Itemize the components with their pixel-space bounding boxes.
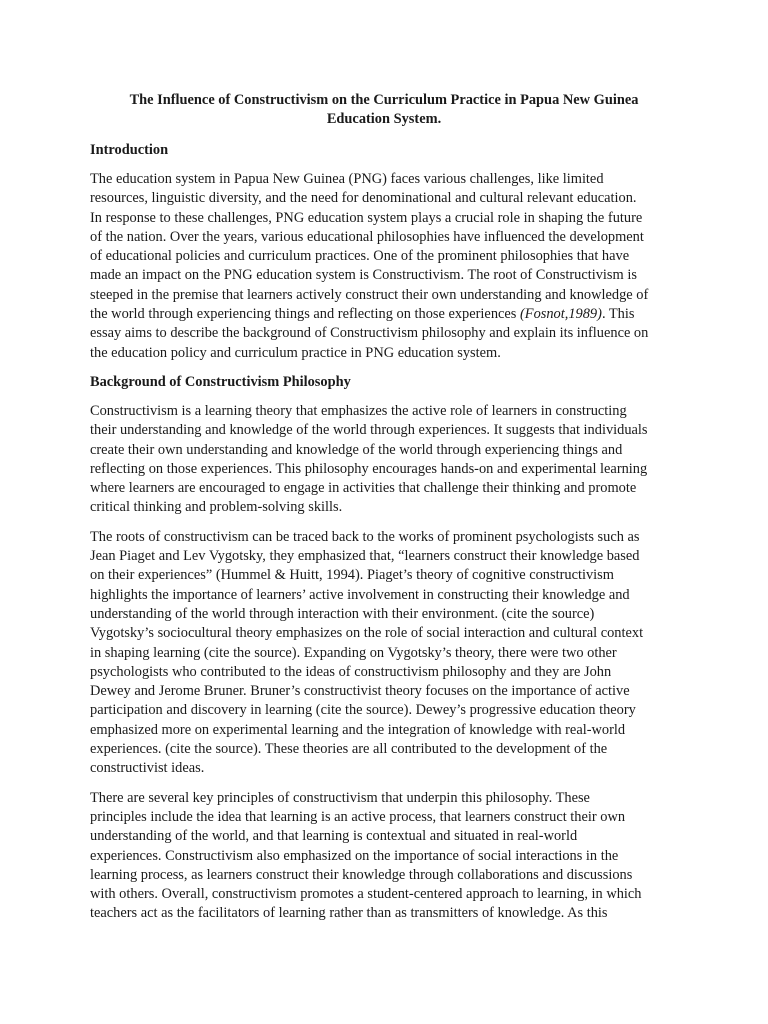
text-line: resources, linguistic diversity, and the need for denominational and cultural relevant education. bbox=[90, 190, 637, 207]
text-line: principles include the idea that learning is an active process, that learners construct their own bbox=[90, 808, 626, 825]
text-line: There are several key principles of constructivism that underpin this philosophy. These bbox=[90, 789, 590, 806]
text-line: understanding of the world, and that learning is contextual and situated in real-world bbox=[90, 828, 578, 845]
text-line: steeped in the premise that learners actively construct their own understanding and knowledge of bbox=[90, 286, 649, 303]
text-line: . This bbox=[601, 306, 635, 323]
paragraph-background-3 bbox=[90, 789, 678, 924]
text-line: In response to these challenges, PNG education system plays a crucial role in shaping the future bbox=[90, 209, 643, 226]
text-line: of educational policies and curriculum practices. One of the prominent philosophies that have bbox=[90, 248, 630, 265]
document-page bbox=[90, 91, 678, 934]
text-line-with-citation bbox=[90, 305, 678, 324]
section-background bbox=[90, 373, 678, 924]
section-introduction bbox=[90, 141, 678, 363]
text-line: understanding of the world through interaction with their environment. (cite the source) bbox=[90, 605, 595, 622]
text-line: psychologists who contributed to the ideas of constructivism philosophy and they are John bbox=[90, 663, 612, 680]
title-line-1: The Influence of Constructivism on the Curriculum Practice in Papua New Guinea bbox=[129, 92, 639, 108]
text-line: The education system in Papua New Guinea (PNG) faces various challenges, like limited bbox=[90, 171, 604, 187]
document-title bbox=[90, 91, 678, 129]
text-line: constructivist ideas. bbox=[90, 760, 205, 777]
text-line: Jean Piaget and Lev Vygotsky, they emphasized that, “learners construct their knowledge based bbox=[90, 548, 640, 565]
paragraph-background-2 bbox=[90, 528, 678, 779]
text-line: where learners are encouraged to engage in activities that challenge their thinking and promote bbox=[90, 480, 637, 497]
text-line: critical thinking and problem-solving skills. bbox=[90, 499, 343, 516]
section-heading-introduction: Introduction bbox=[90, 142, 169, 158]
text-line: The roots of constructivism can be traced back to the works of prominent psychologists such as bbox=[90, 528, 640, 545]
paragraph-background-1 bbox=[90, 402, 678, 518]
text-line: on their experiences” (Hummel & Huitt, 1994). Piaget’s theory of cognitive constructivism bbox=[90, 567, 614, 584]
text-line: participation and discovery in learning (cite the source). Dewey’s progressive education theory bbox=[90, 702, 636, 719]
text-line: experiences. Constructivism also emphasized on the importance of social interactions in the bbox=[90, 847, 619, 864]
text-line: with others. Overall, constructivism promotes a student-centered approach to learning, in which bbox=[90, 886, 642, 903]
text-line: emphasized more on experimental learning and the integration of knowledge with real-world bbox=[90, 721, 626, 738]
text-line: experiences. (cite the source). These theories are all contributed to the development of the bbox=[90, 741, 608, 758]
text-line: the world through experiencing things and reflecting on those experiences bbox=[90, 306, 520, 323]
text-line: made an impact on the PNG education system is Constructivism. The root of Constructivism is bbox=[90, 267, 637, 284]
text-line: highlights the importance of learners’ active involvement in constructing their knowledge and bbox=[90, 586, 630, 603]
text-line: the education policy and curriculum practice in PNG education system. bbox=[90, 344, 501, 361]
paragraph-intro-1 bbox=[90, 170, 678, 363]
text-line: Vygotsky’s sociocultural theory emphasizes on the role of social interaction and cultural context bbox=[90, 625, 644, 642]
text-line: Constructivism is a learning theory that emphasizes the active role of learners in constructing bbox=[90, 402, 627, 419]
text-line: essay aims to describe the background of Constructivism philosophy and explain its influence on bbox=[90, 325, 649, 342]
text-line: reflecting on those experiences. This philosophy encourages hands-on and experimental learning bbox=[90, 460, 648, 477]
citation-fosnot: (Fosnot,1989) bbox=[519, 306, 602, 323]
section-heading-background: Background of Constructivism Philosophy bbox=[90, 373, 351, 390]
text-line: Dewey and Jerome Bruner. Bruner’s constructivist theory focuses on the importance of active bbox=[90, 683, 630, 700]
text-line: learning process, as learners construct their knowledge through collaborations and discussions bbox=[90, 866, 633, 883]
text-line: in shaping learning (cite the source). Expanding on Vygotsky’s theory, there were two other bbox=[90, 644, 617, 661]
title-line-2: Education System. bbox=[326, 111, 442, 127]
text-line: create their own understanding and knowledge of the world through experiencing things and bbox=[90, 441, 623, 458]
text-line: of the nation. Over the years, various educational philosophies have influenced the development bbox=[90, 228, 644, 245]
text-line: teachers act as the facilitators of learning rather than as transmitters of knowledge. As this bbox=[90, 905, 608, 922]
text-line: their understanding and knowledge of the world through experiences. It suggests that individuals bbox=[90, 422, 648, 439]
